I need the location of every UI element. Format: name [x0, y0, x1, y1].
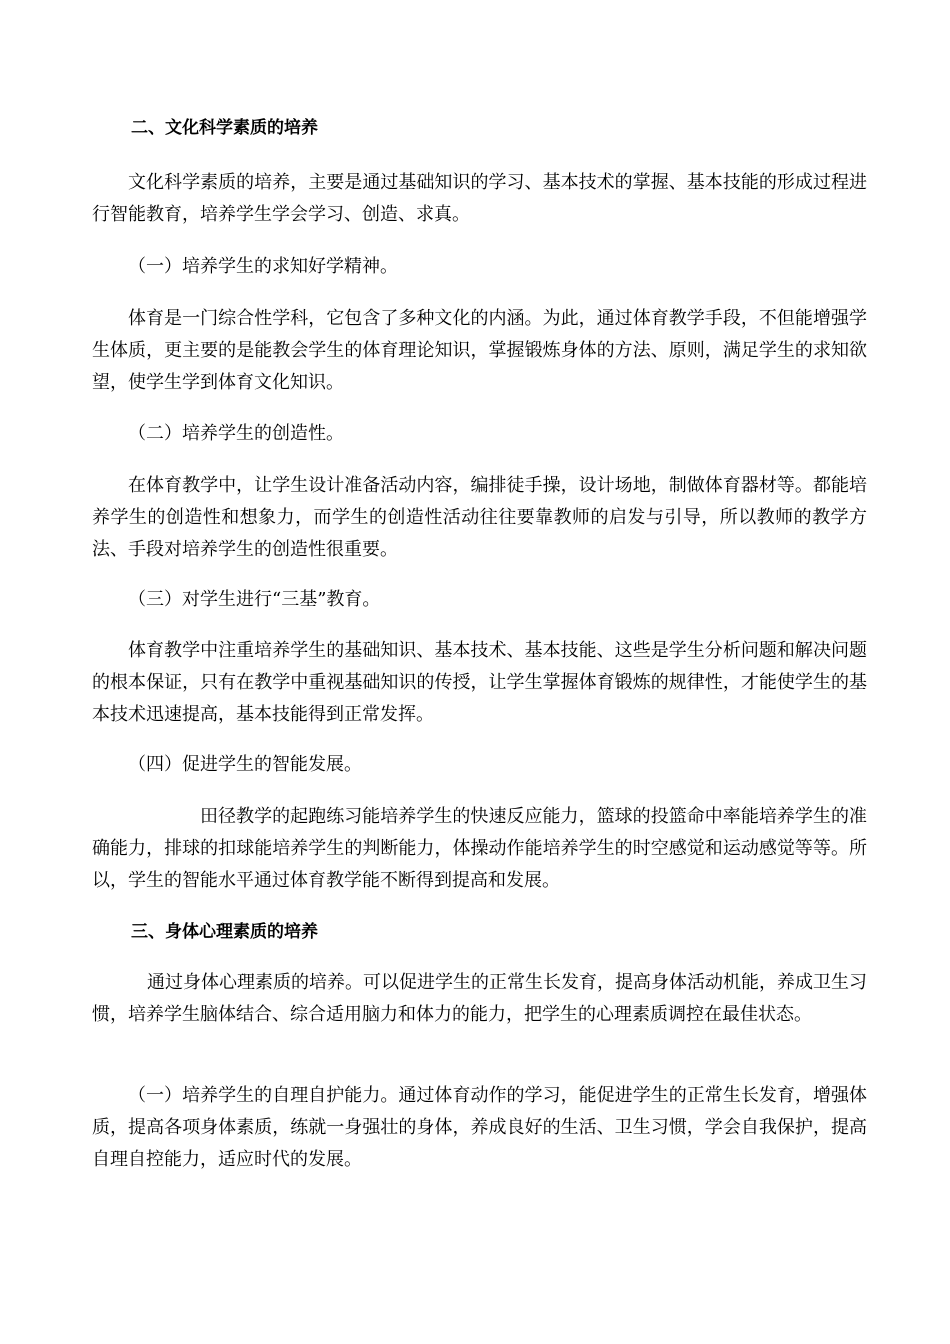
subsection-heading-1: （一）培养学生的求知好学精神。: [128, 256, 398, 277]
subsection-heading-3: （三）对学生进行“三基”教育。: [128, 589, 381, 610]
section-3-subsection-1-paragraph: （一）培养学生的自理自护能力。通过体育动作的学习，能促进学生的正常生长发育，增强体质，提高各项身体素质，练就一身强壮的身体，养成良好的生活、卫生习惯，学会自我保护，提高自理自控能力，适应时代的发展。: [92, 1085, 867, 1170]
subsection-1-paragraph: 体育是一门综合性学科，它包含了多种文化的内涵。为此，通过体育教学手段，不但能增强学生体质，更主要的是能教会学生的体育理论知识，掌握锻炼身体的方法、原则，满足学生的求知欲望，使学生学到体育文化知识。: [92, 308, 867, 393]
section-heading-2: 二、文化科学素质的培养: [131, 118, 318, 138]
subsection-3-paragraph: 体育教学中注重培养学生的基础知识、基本技术、基本技能、这些是学生分析问题和解决问题的根本保证，只有在教学中重视基础知识的传授，让学生掌握体育锻炼的规律性，才能使学生的基本技术迅速提高，基本技能得到正常发挥。: [92, 640, 867, 725]
subsection-heading-2: （二）培养学生的创造性。: [128, 423, 344, 444]
section-2-intro-paragraph: 文化科学素质的培养，主要是通过基础知识的学习、基本技术的掌握、基本技能的形成过程进行智能教育，培养学生学会学习、创造、求真。: [92, 172, 867, 225]
section-3-intro-paragraph: 通过身体心理素质的培养。可以促进学生的正常生长发育，提高身体活动机能，养成卫生习惯，培养学生脑体结合、综合适用脑力和体力的能力，把学生的心理素质调控在最佳状态。: [92, 972, 867, 1025]
subsection-heading-4: （四）促进学生的智能发展。: [128, 754, 362, 775]
subsection-2-paragraph: 在体育教学中，让学生设计准备活动内容，编排徒手操，设计场地，制做体育器材等。都能培养学生的创造性和想象力，而学生的创造性活动往往要靠教师的启发与引导，所以教师的教学方法、手段对培养学生的创造性很重要。: [92, 475, 867, 560]
section-heading-3: 三、身体心理素质的培养: [131, 922, 318, 942]
subsection-4-paragraph: 田径教学的起跑练习能培养学生的快速反应能力，篮球的投篮命中率能培养学生的准确能力，排球的扣球能培养学生的判断能力，体操动作能培养学生的时空感觉和运动感觉等等。所以，学生的智能水平通过体育教学能不断得到提高和发展。: [92, 806, 867, 891]
